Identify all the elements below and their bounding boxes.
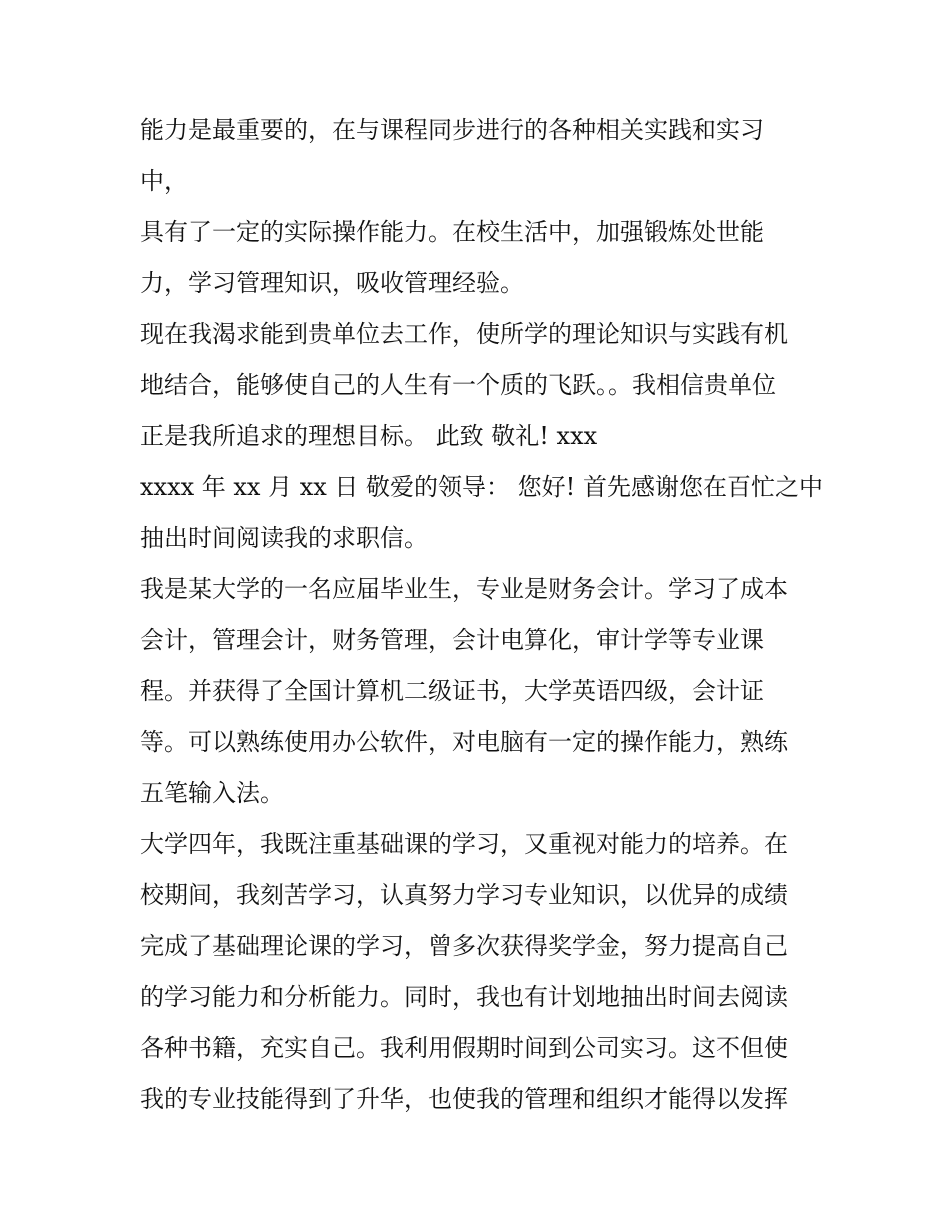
text-line: 力，学习管理知识，吸收管理经验。 [140,269,524,297]
text-line: 中， [140,167,188,195]
text-line: 正是我所追求的理想目标。 此致 敬礼! xxx [140,422,598,450]
text-line: 各种书籍，充实自己。我利用假期时间到公司实习。这不但使 [140,1034,788,1062]
text-line: 具有了一定的实际操作能力。在校生活中，加强锻炼处世能 [140,218,764,246]
letter-body [140,105,823,1125]
text-line: 会计，管理会计，财务管理，会计电算化，审计学等专业课 [140,626,764,654]
text-line: 大学四年，我既注重基础课的学习，又重视对能力的培养。在 [140,830,788,858]
text-line: 完成了基础理论课的学习，曾多次获得奖学金，努力提高自己 [140,932,788,960]
text-line: 地结合，能够使自己的人生有一个质的飞跃。。我相信贵单位 [140,371,776,399]
text-line: xxxx 年 xx 月 xx 日 敬爱的领导： 您好! 首先感谢您在百忙之中 [140,473,823,501]
text-line: 五笔输入法。 [140,779,284,807]
text-line: 我的专业技能得到了升华，也使我的管理和组织才能得以发挥 [140,1085,788,1113]
text-line: 程。并获得了全国计算机二级证书，大学英语四级，会计证 [140,677,764,705]
text-line: 我是某大学的一名应届毕业生，专业是财务会计。学习了成本 [140,575,788,603]
text-line: 校期间，我刻苦学习，认真努力学习专业知识，以优异的成绩 [140,881,788,909]
text-line: 现在我渴求能到贵单位去工作，使所学的理论知识与实践有机 [140,320,788,348]
text-line: 抽出时间阅读我的求职信。 [140,524,428,552]
text-line: 能力是最重要的，在与课程同步进行的各种相关实践和实习 [140,116,764,144]
text-line: 的学习能力和分析能力。同时，我也有计划地抽出时间去阅读 [140,983,788,1011]
text-line: 等。可以熟练使用办公软件，对电脑有一定的操作能力，熟练 [140,728,788,756]
